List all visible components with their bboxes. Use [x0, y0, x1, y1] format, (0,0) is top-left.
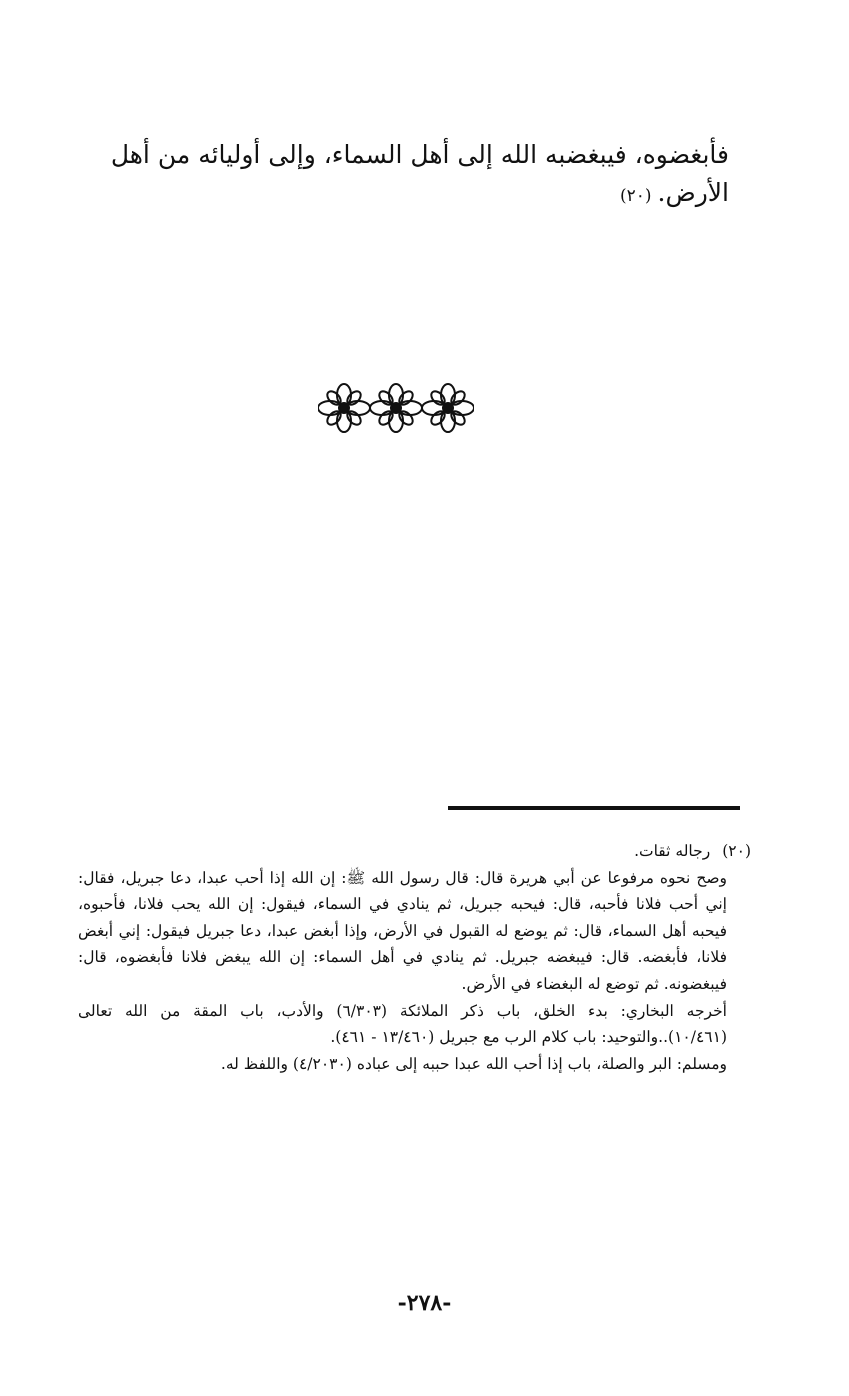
footnote-paragraph-hadith: وصح نحوه مرفوعا عن أبي هريرة قال: قال رسول الله ﷺ: إن الله إذا أحب عبدا، دعا جبريل، فقال: إني أحب فلانا فأحبه، قال: فيحبه جبريل، ثم ينادي في السماء، فيقول: إن الله يحب فلانا، فأحبوه، فيحبه أهل السماء، قال: ثم يوضع له القبول في الأرض، وإذا أبغض عبدا، دعا جبريل فيقول: إني أبغض فلانا، فأبغضه. قال: فيبغضه جبريل. ثم ينادي في أهل السماء: إن الله يبغض فلانا فأبغضوه، قال: فيبغضونه. ثم توضع له البغضاء في الأرض.: [78, 868, 727, 993]
main-text: [70, 136, 729, 215]
main-paragraph: فأبغضوه، فيبغضبه الله إلى أهل السماء، وإلى أوليائه من أهل الأرض.: [110, 140, 729, 207]
footnotes-section: [78, 838, 751, 1077]
footnote-header: [78, 838, 751, 865]
footnote-number: (٢٠): [722, 842, 751, 860]
footnote-paragraph-bukhari: أخرجه البخاري: بدء الخلق، باب ذكر الملائكة (٦/٣٠٣) والأدب، باب المقة من الله تعالى (١٠/٤٦١)..والتوحيد: باب كلام الرب مع جبريل (١٣/٤٦٠ - ٤٦١).: [78, 1001, 727, 1047]
footnote-divider: [448, 806, 740, 810]
footnote-reference: (٢٠): [620, 186, 652, 206]
footnote-first-line: رجاله ثقات.: [634, 842, 711, 860]
page-number: -٢٧٨-: [397, 1290, 452, 1316]
flower-ornament-icon: [318, 380, 474, 436]
footnote-body: [78, 865, 751, 1078]
footnote-paragraph-muslim: ومسلم: البر والصلة، باب إذا أحب الله عبدا حببه إلى عباده (٤/٢٠٣٠) واللفظ له.: [220, 1054, 727, 1073]
